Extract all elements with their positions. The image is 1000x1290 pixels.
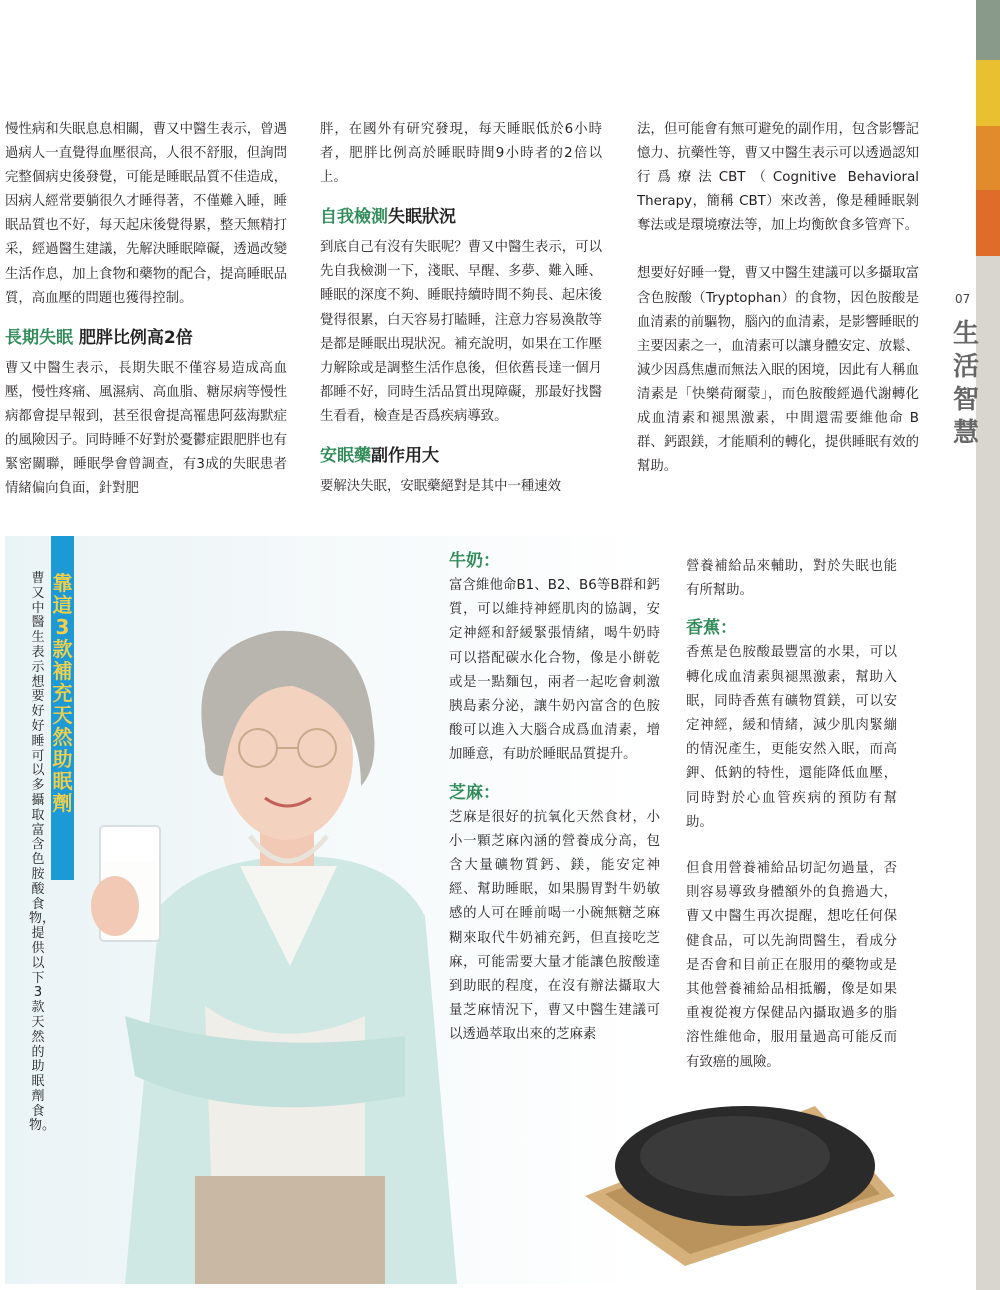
feature-column-left <box>449 548 660 1048</box>
heading-green-part: 安眠藥 <box>320 446 371 467</box>
feature-title: 靠這3款補充天然助眠劑 <box>52 571 73 815</box>
heading-self-check <box>320 204 602 230</box>
page-number: 07 <box>955 292 971 306</box>
sesame-title: 芝麻： <box>449 782 500 803</box>
col2-paragraph-3: 要解決失眠，安眠藥絕對是其中一種速效 <box>320 479 562 495</box>
heading-black-part: 失眠狀況 <box>388 207 456 228</box>
sesame-text: 芝麻是很好的抗氧化天然食材，小小一顆芝麻內涵的營養成分高，包含大量礦物質鈣、鎂，能安定神經、幫助睡眠，如果腸胃對牛奶敏感的人可在睡前喝一小碗無糖芝麻糊來取代牛奶補充鈣，但直接吃芝麻，可能需要大量才能讓色胺酸達到助眠的程度，在沒有辦法攝取大量芝麻情況下，曹又中醫生建議可以透過萃取出來的芝麻素 <box>449 809 660 1043</box>
heading-black-part: 肥胖比例高2倍 <box>73 327 193 348</box>
col2-paragraph-2: 到底自己有沒有失眠呢？曹又中醫生表示，可以先自我檢測一下，淺眠、早醒、多夢、難入睡、睡眠的深度不夠、睡眠持續時間不夠長、起床後覺得很累，白天容易打瞌睡，注意力容易渙散等是都是睡眠出現狀況。補充說明，如果在工作壓力解除或是調整生活作息後，但依舊長達一個月都睡不好，同時生活品質出現障礙，那最好找醫生看看，檢查是否爲疾病導致。 <box>320 240 602 424</box>
milk-text: 富含維他命B1、B2、B6等B群和鈣質，可以維持神經肌肉的協調，安定神經和舒緩緊張情緒，喝牛奶時可以搭配碳水化合物，像是小餅乾或是一點麵包，兩者一起吃會刺激胰島素分泌，讓牛奶內富含的色胺酸可以進入大腦合成爲血清素，增加睡意，有助於睡眠品質提升。 <box>449 578 660 763</box>
banana-text: 香蕉是色胺酸最豐富的水果，可以轉化成血清素與褪黑激素，幫助入眠，同時香蕉有礦物質鎂，可以安定神經，緩和情緒，減少肌肉緊繃的情況產生，更能安然入眠，而高鉀、低鈉的特性，還能降低血壓，同時對於心血管疾病的預防有幫助。 <box>686 645 897 830</box>
tab-swatch-orange <box>976 126 1000 190</box>
elderly-woman-photo <box>65 536 485 1284</box>
col1-paragraph-2: 曹又中醫生表示，長期失眠不僅容易造成高血壓，慢性疼痛、風濕病、高血脂、糖尿病等慢性病都會提早報到，甚至很會提高罹患阿茲海默症的風險因子。同時睡不好對於憂鬱症跟肥胖也有緊密關聯，睡眠學會曾調查，有3成的失眠患者情緒偏向負面，針對肥 <box>5 360 287 497</box>
banana-title: 香蕉： <box>686 618 737 639</box>
heading-green-part: 自我檢測 <box>320 207 388 228</box>
feature-caption: 曹又中醫生表示想要好好睡可以多攝取富含色胺酸食物，提供以下3款天然的助眠劑食物。 <box>29 571 56 1134</box>
heading-green-part: 長期失眠 <box>5 327 73 348</box>
feature-column-right <box>686 555 897 1075</box>
tab-swatch-red-orange <box>976 190 1000 256</box>
col1-paragraph-1: 慢性病和失眠息息相關，曹又中醫生表示，曾遇過病人一直覺得血壓很高，人很不舒服，但詢問完整個病史後發覺，可能是睡眠品質不佳造成，因病人經常要躺很久才睡得著，不僅難入睡，睡眠品質也不好，每天起床後覺得累，整天無精打采，經過醫生建議，先解決睡眠障礙，透過改變生活作息，加上食物和藥物的配合，提高睡眠品質，高血壓的問題也獲得控制。 <box>5 122 287 306</box>
heading-long-term-insomnia <box>5 325 287 351</box>
milk-title: 牛奶： <box>449 551 500 571</box>
heading-sleeping-pills <box>320 443 602 469</box>
supplement-text: 營養補給品來輔助，對於失眠也能有所幫助。 <box>686 559 897 599</box>
warning-text: 但食用營養補給品切記勿過量，否則容易導致身體額外的負擔過大，曹又中醫生再次提醒，想吃任何保健食品，可以先詢問醫生，看成分是否會和目前正在服用的藥物或是其他營養補給品相抵觸，像是如果重複從複方保健品內攝取過多的脂溶性維他命，服用量過高可能反而有致癌的風險。 <box>686 861 897 1070</box>
col2-paragraph-1: 胖，在國外有研究發現，每天睡眠低於6小時者，肥胖比例高於睡眠時間9小時者的2倍以上。 <box>320 122 602 186</box>
heading-black-part: 副作用大 <box>371 446 439 467</box>
black-sesame-photo <box>565 1066 905 1266</box>
feature-title-bar <box>51 536 74 880</box>
article-column-3 <box>637 118 919 479</box>
tab-swatch-gray <box>976 0 1000 60</box>
article-column-2 <box>320 118 602 499</box>
article-column-1 <box>5 118 287 501</box>
col3-paragraph-2: 想要好好睡一覺，曹又中醫生建議可以多攝取富含色胺酸（Tryptophan）的食物，因色胺酸是血清素的前驅物，腦內的血清素，是影響睡眠的主要因素之一，血清素可以讓身體安定、放鬆、減少因爲焦慮而無法入眠的困境，因此有人稱血清素是「快樂荷爾蒙」，而色胺酸經過代謝轉化成血清素和褪黑激素，中間還需要維他命 B 群、鈣跟鎂，才能順利的轉化，提供睡眠有效的幫助。 <box>637 266 919 475</box>
side-color-tab <box>976 0 1000 1290</box>
tab-swatch-beige <box>976 256 1000 1290</box>
col3-paragraph-1: 法，但可能會有無可避免的副作用，包含影響記憶力、抗藥性等，曹又中醫生表示可以透過認知行爲療法CBT（Cognitive Behavioral Therapy，簡稱 CBT）來改善，像是種睡眠剝奪法或是環境療法等，加上均衡飲食多管齊下。 <box>637 122 919 234</box>
section-title: 生活智慧 <box>953 319 980 448</box>
tab-swatch-yellow <box>976 60 1000 126</box>
